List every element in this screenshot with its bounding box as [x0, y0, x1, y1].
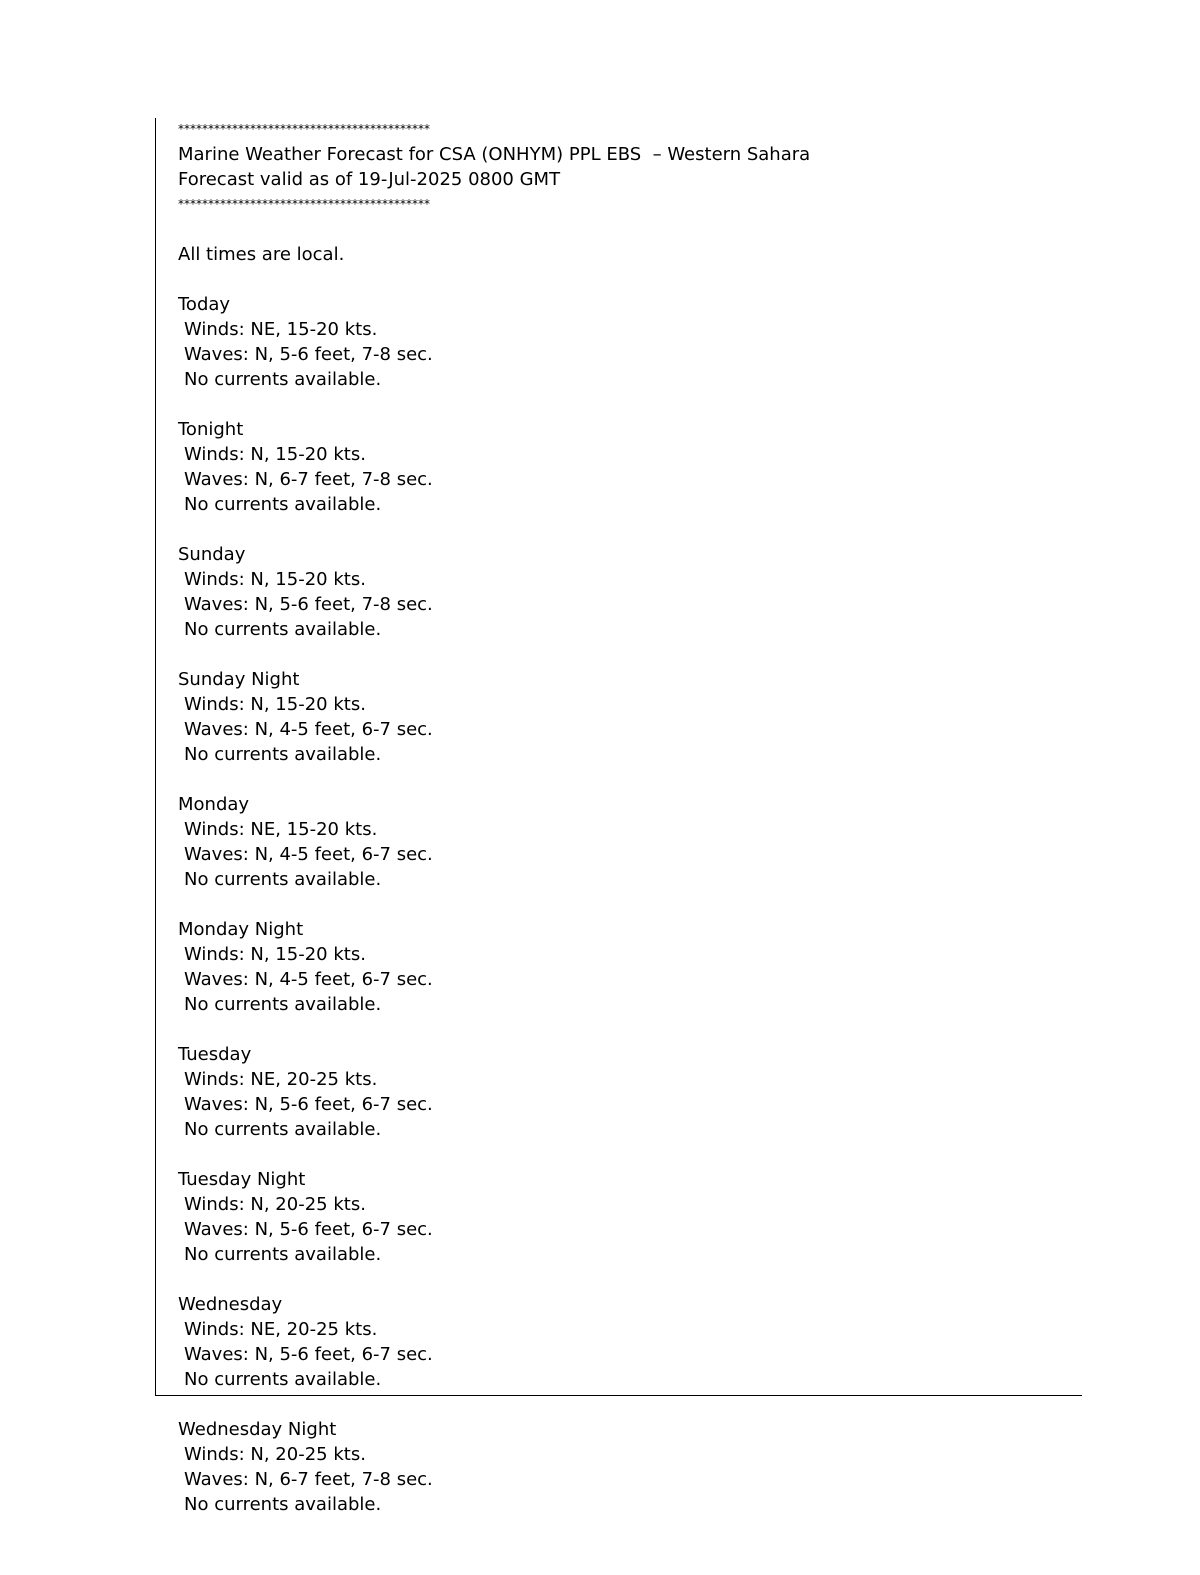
spacer [178, 517, 1078, 542]
period-currents: No currents available. [184, 1244, 382, 1265]
period-waves: Waves: N, 6-7 feet, 7-8 sec. [184, 1469, 433, 1490]
forecast-period [178, 542, 1078, 667]
period-waves: Waves: N, 5-6 feet, 6-7 sec. [184, 1344, 433, 1365]
period-name: Monday [178, 794, 250, 815]
period-winds: Winds: NE, 20-25 kts. [184, 1069, 378, 1090]
period-currents: No currents available. [184, 869, 382, 890]
forecast-period [178, 1292, 1078, 1417]
period-winds: Winds: NE, 15-20 kts. [184, 819, 378, 840]
forecast-document [178, 117, 1078, 1517]
period-waves: Waves: N, 4-5 feet, 6-7 sec. [184, 719, 433, 740]
period-winds: Winds: N, 20-25 kts. [184, 1194, 366, 1215]
forecast-period [178, 1417, 1078, 1517]
forecast-period [178, 792, 1078, 917]
period-winds: Winds: N, 15-20 kts. [184, 569, 366, 590]
spacer [178, 767, 1078, 792]
period-winds: Winds: N, 15-20 kts. [184, 444, 366, 465]
period-waves: Waves: N, 5-6 feet, 6-7 sec. [184, 1219, 433, 1240]
forecast-period [178, 917, 1078, 1042]
period-waves: Waves: N, 5-6 feet, 6-7 sec. [184, 1094, 433, 1115]
header-stars-bottom: ****************************************** [178, 197, 430, 211]
period-name: Wednesday Night [178, 1419, 337, 1440]
period-name: Monday Night [178, 919, 304, 940]
header-stars-top: ****************************************** [178, 122, 430, 136]
period-name: Tonight [178, 419, 244, 440]
forecast-period [178, 1167, 1078, 1292]
forecast-period [178, 417, 1078, 542]
frame-left-rule [155, 118, 156, 1396]
forecast-period [178, 292, 1078, 417]
spacer [178, 392, 1078, 417]
period-name: Today [178, 294, 231, 315]
times-note: All times are local. [178, 244, 345, 265]
period-currents: No currents available. [184, 1369, 382, 1390]
period-name: Sunday Night [178, 669, 300, 690]
spacer [178, 642, 1078, 667]
period-name: Sunday [178, 544, 246, 565]
period-waves: Waves: N, 5-6 feet, 7-8 sec. [184, 594, 433, 615]
period-currents: No currents available. [184, 619, 382, 640]
spacer [178, 1142, 1078, 1167]
period-waves: Waves: N, 5-6 feet, 7-8 sec. [184, 344, 433, 365]
period-waves: Waves: N, 4-5 feet, 6-7 sec. [184, 844, 433, 865]
period-winds: Winds: NE, 20-25 kts. [184, 1319, 378, 1340]
forecast-title: Marine Weather Forecast for CSA (ONHYM) PPL EBS – Western Sahara [178, 144, 811, 165]
period-winds: Winds: N, 15-20 kts. [184, 944, 366, 965]
spacer [178, 267, 1078, 292]
period-currents: No currents available. [184, 1119, 382, 1140]
period-currents: No currents available. [184, 369, 382, 390]
period-currents: No currents available. [184, 994, 382, 1015]
forecast-valid-time: Forecast valid as of 19-Jul-2025 0800 GMT [178, 169, 561, 190]
spacer [178, 217, 1078, 242]
period-winds: Winds: NE, 15-20 kts. [184, 319, 378, 340]
spacer [178, 1267, 1078, 1292]
spacer [178, 892, 1078, 917]
period-winds: Winds: N, 20-25 kts. [184, 1444, 366, 1465]
spacer [178, 1392, 1078, 1417]
period-name: Tuesday [178, 1044, 252, 1065]
forecast-period [178, 667, 1078, 792]
period-waves: Waves: N, 6-7 feet, 7-8 sec. [184, 469, 433, 490]
period-waves: Waves: N, 4-5 feet, 6-7 sec. [184, 969, 433, 990]
period-winds: Winds: N, 15-20 kts. [184, 694, 366, 715]
period-currents: No currents available. [184, 494, 382, 515]
period-currents: No currents available. [184, 744, 382, 765]
spacer [178, 1017, 1078, 1042]
period-name: Tuesday Night [178, 1169, 306, 1190]
period-name: Wednesday [178, 1294, 283, 1315]
forecast-period [178, 1042, 1078, 1167]
period-currents: No currents available. [184, 1494, 382, 1515]
